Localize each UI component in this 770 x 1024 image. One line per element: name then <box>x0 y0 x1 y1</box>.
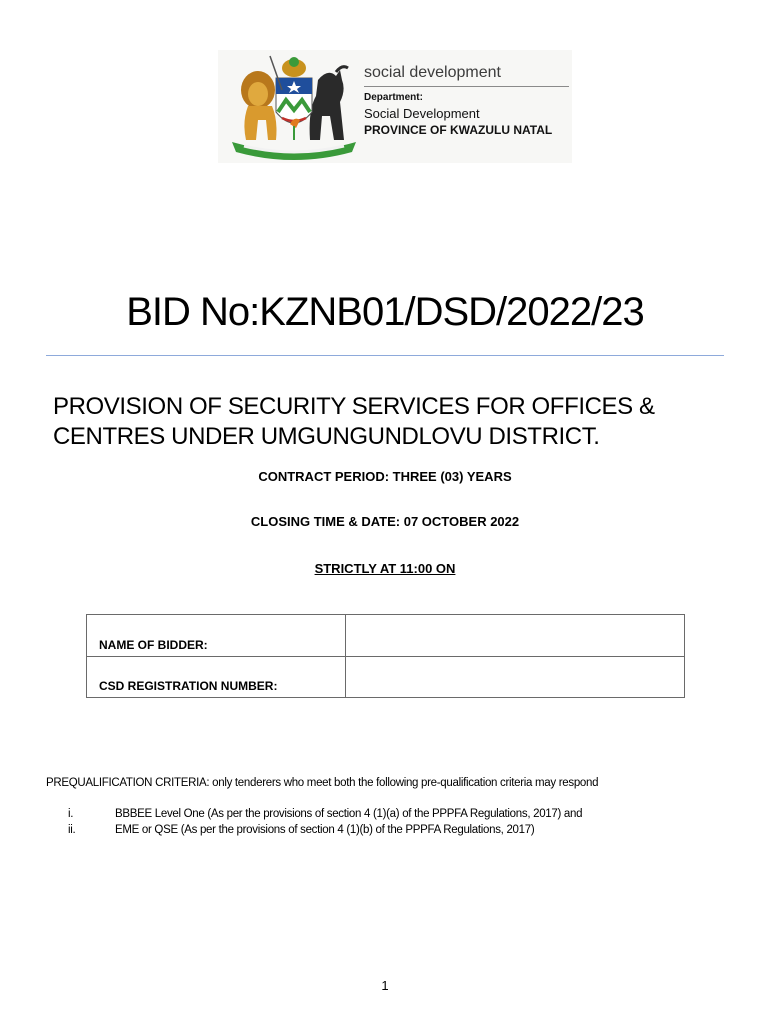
bidder-name-label: NAME OF BIDDER: <box>87 615 346 657</box>
logo-department-name: Social Development <box>364 106 480 121</box>
logo-text <box>364 50 569 163</box>
bid-number-title: BID No:KZNB01/DSD/2022/23 <box>126 290 644 334</box>
coat-of-arms-icon <box>224 50 364 163</box>
list-item <box>68 808 708 824</box>
csd-number-field[interactable] <box>345 656 684 698</box>
closing-date: CLOSING TIME & DATE: 07 OCTOBER 2022 <box>250 514 520 529</box>
table-row <box>87 656 685 698</box>
logo-divider <box>364 86 569 87</box>
project-heading-line-2: CENTRES UNDER UMGUNGUNDLOVU DISTRICT. <box>53 423 600 450</box>
bidder-details-table <box>86 614 685 698</box>
prequalification-intro: PREQUALIFICATION CRITERIA: only tenderers who meet both the following pre-qualification criteria may respond <box>46 777 599 789</box>
table-row <box>87 615 685 657</box>
logo-brand: social development <box>364 64 501 81</box>
project-heading-line-1: PROVISION OF SECURITY SERVICES FOR OFFICES & <box>53 393 655 420</box>
project-heading <box>53 392 733 452</box>
closing-time: STRICTLY AT 11:00 ON <box>314 561 456 576</box>
bidder-name-field[interactable] <box>345 615 684 657</box>
list-item-number: i. <box>68 808 74 820</box>
list-item-number: ii. <box>68 824 76 836</box>
list-item-text: BBBEE Level One (As per the provisions of section 4 (1)(a) of the PPPFA Regulations, 2017) and <box>115 808 583 820</box>
list-item <box>68 824 708 840</box>
logo-department-label: Department: <box>364 92 423 103</box>
logo-province: PROVINCE OF KWAZULU NATAL <box>364 123 553 137</box>
department-logo <box>218 50 572 163</box>
page-number: 1 <box>381 978 389 993</box>
title-divider <box>46 355 724 356</box>
list-item-text: EME or QSE (As per the provisions of section 4 (1)(b) of the PPPFA Regulations, 2017) <box>115 824 535 836</box>
contract-period: CONTRACT PERIOD: THREE (03) YEARS <box>258 469 512 484</box>
csd-number-label: CSD REGISTRATION NUMBER: <box>87 656 346 698</box>
